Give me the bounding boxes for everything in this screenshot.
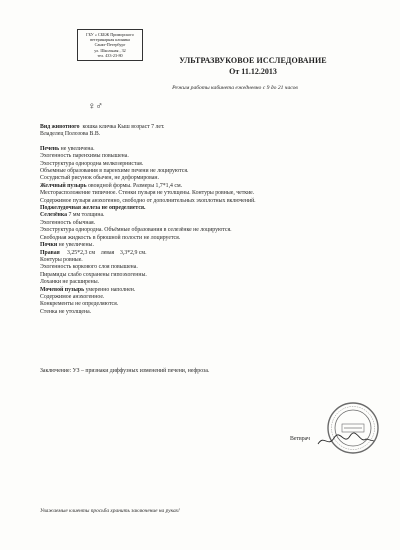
spleen-line: Эхоструктура однородна. Объёмные образования в селезёнке не лоцируются. bbox=[40, 227, 232, 234]
spleen-heading: Селезёнка 7 мм толщина. bbox=[40, 212, 105, 219]
patient-species: Вид животного кошка кличка Кыш возраст 7 лет. bbox=[40, 124, 165, 130]
schedule-note: Режим работы кабинета ежедневно с 9 до 21 часов bbox=[172, 85, 298, 91]
liver-line: Сосудистый рисунок обычен, не деформирован. bbox=[40, 175, 159, 182]
kidneys-line: Пирамиды слабо сохранены гипоэхогенны. bbox=[40, 271, 147, 278]
gallbladder-heading: Желчный пузырь овоидной формы. Размеры 1,7*1,4 см. bbox=[40, 182, 183, 189]
handwritten-signature-icon bbox=[316, 430, 376, 450]
conclusion: Заключение: УЗ – признаки диффузных изменений печени, нефроза. bbox=[40, 368, 210, 374]
clinic-line: ГБУ « СББЖ Приморского bbox=[86, 32, 134, 37]
gallbladder-line: Содержимое пузыря анэхогенно, свободно от дополнительных эхоплотных включений. bbox=[40, 197, 256, 204]
patient-owner: Владелец Полозова В.В. bbox=[40, 131, 101, 138]
footer-note: Уважаемые клиенты просьба хранить заключение на руках! bbox=[40, 508, 180, 514]
kidneys-line: Контуры ровные. bbox=[40, 256, 83, 263]
vet-signature-label: Ветврач bbox=[290, 436, 310, 442]
clinic-line: тел. 433-23-80 bbox=[97, 52, 123, 58]
kidneys-line: Лоханки не расширены. bbox=[40, 279, 100, 286]
liver-line: Эхогенность паренхимы повышена. bbox=[40, 153, 129, 160]
clinic-line: ветеринарная клиника bbox=[90, 37, 130, 43]
document-title: УЛЬТРАЗВУКОВОЕ ИССЛЕДОВАНИЕ bbox=[179, 56, 327, 65]
liver-line: Эхоструктура однородна мелкозернистая. bbox=[40, 160, 144, 167]
pancreas-line: Поджелудочная железа не определяется. bbox=[40, 205, 146, 212]
spleen-line: Свободная жидкость в брюшной полости не лоцируется. bbox=[40, 234, 181, 241]
clinic-stamp-box bbox=[77, 29, 143, 61]
spleen-line: Эхогенность обычная. bbox=[40, 219, 96, 226]
report-body bbox=[40, 124, 380, 316]
clinic-line: Санкт-Петербург bbox=[94, 42, 126, 48]
liver-heading: Печень не увеличена. bbox=[40, 145, 95, 152]
gallbladder-line: Месторасположение типичное. Стенки пузыря не утолщены. Контуры ровные, четкие. bbox=[40, 190, 255, 197]
kidneys-size: Правая 3,25*2,3 см левая 3,3*2,9 см. bbox=[40, 249, 147, 256]
bladder-line: Конкременты не определяются. bbox=[40, 301, 119, 308]
kidneys-heading: Почки не увеличены. bbox=[40, 242, 94, 249]
bladder-heading: Мочевой пузырь умеренно наполнен. bbox=[40, 286, 136, 293]
gender-symbols-icon: ♀♂ bbox=[88, 101, 103, 112]
liver-line: Объемные образования в паренхиме печени не лоцируются. bbox=[40, 168, 189, 175]
bladder-line: Содержимое анэхогенное. bbox=[40, 293, 105, 300]
document-date: От 11.12.2013 bbox=[229, 67, 277, 76]
clinic-line: ул. Школьная , 32 bbox=[94, 47, 126, 53]
kidneys-line: Эхогенность коркового слоя повышена. bbox=[40, 264, 138, 271]
bladder-line: Стенка не утолщена. bbox=[40, 308, 92, 315]
